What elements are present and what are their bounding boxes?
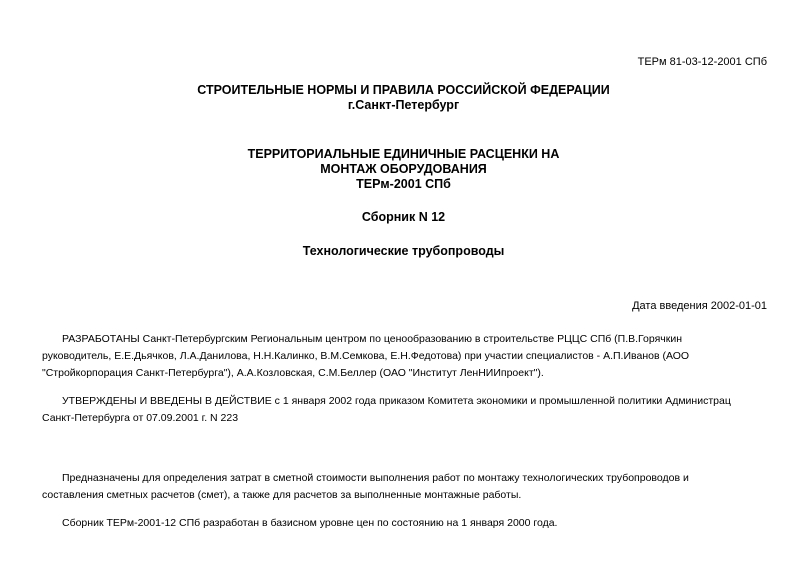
header-line-1: СТРОИТЕЛЬНЫЕ НОРМЫ И ПРАВИЛА РОССИЙСКОЙ ФЕДЕРАЦИИ xyxy=(197,83,610,97)
paragraph-line: Сборник ТЕРм-2001-12 СПб разработан в базисном уровне цен по состоянию на 1 января 2000 года. xyxy=(62,517,558,529)
title-line-2: МОНТАЖ ОБОРУДОВАНИЯ xyxy=(320,162,487,176)
collection-subtitle: Технологические трубопроводы xyxy=(302,244,505,258)
header-line-2: г.Санкт-Петербург xyxy=(347,98,460,112)
paragraph-line: Санкт-Петербурга от 07.09.2001 г. N 223 xyxy=(42,412,239,424)
standards-header xyxy=(0,83,807,113)
document-code: ТЕРм 81-03-12-2001 СПб xyxy=(637,56,767,68)
paragraph-price-level xyxy=(42,515,767,532)
paragraph-line: руководитель, Е.Е.Дьячков, Л.А.Данилова, Н.Н.Калинко, В.М.Семкова, Е.Н.Федотова) при участии специалистов - А.П.Иванов (АОО xyxy=(42,350,690,362)
title-line-3: ТЕРм-2001 СПб xyxy=(356,177,451,191)
paragraph-line: РАЗРАБОТАНЫ Санкт-Петербургским Региональным центром по ценообразованию в строительстве РЦЦС СПб (П.В.Горячкин xyxy=(62,333,683,345)
effective-date: Дата введения 2002-01-01 xyxy=(632,300,767,312)
paragraph-line: Предназначены для определения затрат в сметной стоимости выполнения работ по монтажу технологических трубопроводов и xyxy=(62,472,689,484)
paragraph-line: "Стройкорпорация Санкт-Петербурга"), А.А.Козловская, С.М.Беллер (ОАО "Институт ЛенНИИпроект"). xyxy=(42,367,544,379)
paragraph-line: составления сметных расчетов (смет), а также для расчетов за выполненные монтажные работы. xyxy=(42,489,522,501)
paragraph-purpose xyxy=(42,470,767,504)
paragraph-approved xyxy=(42,393,767,427)
collection-number: Сборник N 12 xyxy=(361,210,446,224)
paragraph-line: УТВЕРЖДЕНЫ И ВВЕДЕНЫ В ДЕЙСТВИЕ с 1 января 2002 года приказом Комитета экономики и промышленной политики Администрац xyxy=(62,395,731,407)
paragraph-developed-by xyxy=(42,331,767,382)
title-line-1: ТЕРРИТОРИАЛЬНЫЕ ЕДИНИЧНЫЕ РАСЦЕНКИ НА xyxy=(247,147,560,161)
document-title xyxy=(0,147,807,192)
